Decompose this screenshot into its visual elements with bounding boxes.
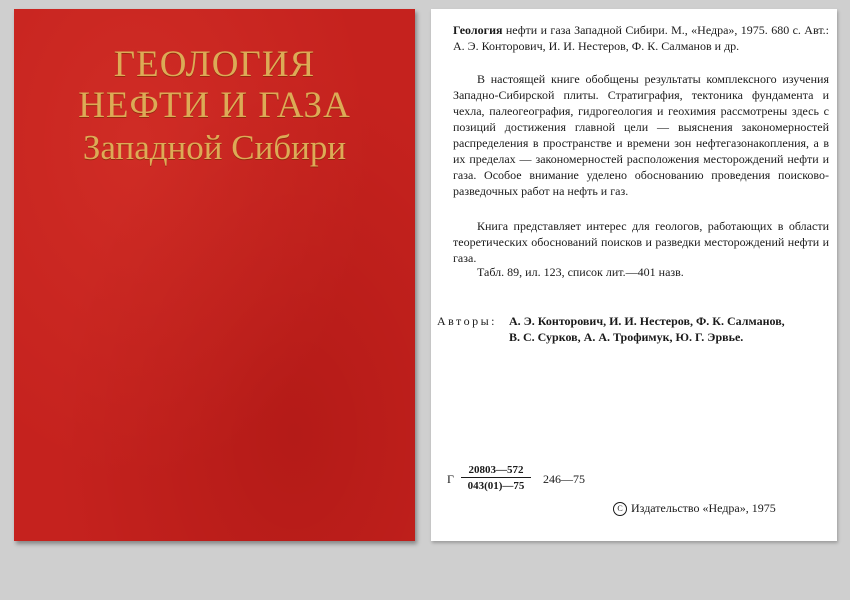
copyright-line xyxy=(613,501,776,516)
tables-text: Табл. 89, ил. 123, список лит.—401 назв. xyxy=(477,265,684,279)
publication-code xyxy=(447,464,647,504)
abstract-text: В настоящей книге обобщены результаты комплексного изучения Западно-Сибирской плиты. Стратиграфия, тектоника фундамента и чехла, палеогеография, гидрогеология и геохимия рассмотрены здесь с позиций достижения главной цели — выяснения закономерностей распределения в пространстве и времени зон нефтегазонакопления, а в их пределах — закономерностей расположения месторождений нефти и газа. Особое внимание уделено обоснованию проведения поисково-разведочных работ на нефть и газ. xyxy=(453,72,829,198)
copyright-text: Издательство «Недра», 1975 xyxy=(631,501,776,515)
biblio-details: нефти и газа Западной Сибири. М., «Недра», 1975. 680 с. Авт.: А. Э. Конторович, И. И. Нестеров, Ф. К. Салманов и др. xyxy=(453,23,829,53)
audience-paragraph xyxy=(453,218,829,266)
authors-label: Авторы: xyxy=(437,314,498,328)
code-number: 246—75 xyxy=(543,472,585,486)
authors-line-2: В. С. Сурков, А. А. Трофимук, Ю. Г. Эрвье. xyxy=(509,330,744,344)
cover-title-line-2: НЕФТИ И ГАЗА xyxy=(78,85,351,126)
imprint-page xyxy=(431,9,837,541)
code-numerator: 20803—572 xyxy=(461,464,531,478)
abstract-paragraph xyxy=(453,71,829,199)
code-letter: Г xyxy=(447,472,454,486)
audience-text: Книга представляет интерес для геологов, работающих в области теоретических обоснований поисков и разведки месторождений нефти и газа. xyxy=(453,219,829,265)
cover-title-line-1: ГЕОЛОГИЯ xyxy=(113,44,316,85)
cover-title-line-3: Западной Сибири xyxy=(82,128,347,167)
code-denominator: 043(01)—75 xyxy=(467,480,525,492)
copyright-icon: C xyxy=(613,502,627,516)
biblio-title: Геология xyxy=(453,23,503,37)
authors-line-1: А. Э. Конторович, И. И. Нестеров, Ф. К. Салманов, xyxy=(509,314,785,328)
bibliographic-entry xyxy=(453,22,829,54)
tables-info xyxy=(453,264,829,280)
book-cover xyxy=(14,9,415,541)
